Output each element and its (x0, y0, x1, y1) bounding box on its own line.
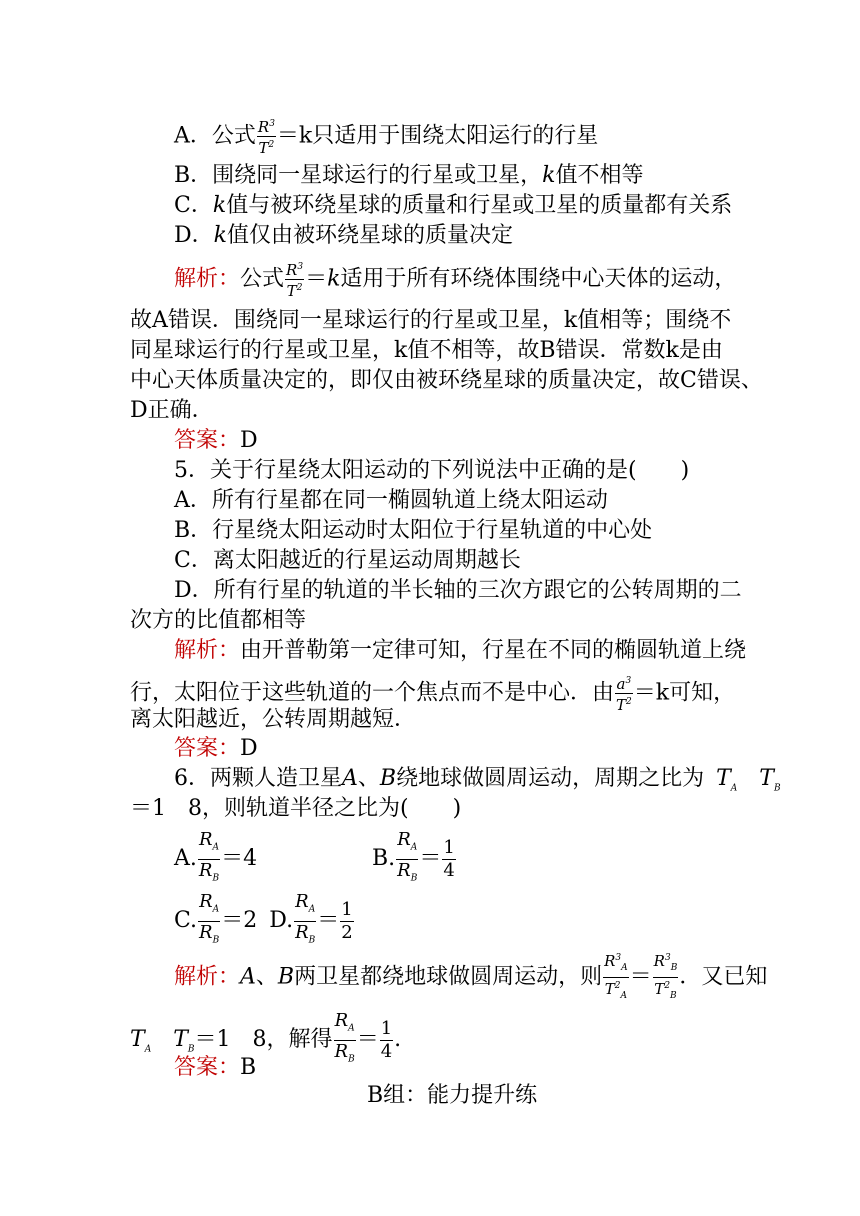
q6-option-c: C. $\frac{R_A}{R_B}$ ＝2 (174, 908, 257, 933)
q6-option-d: D. $\frac{R_A}{R_B}$ ＝ $\frac{1}{2}$ (269, 908, 355, 933)
q5-option-b: B．行星绕太阳运动时太阳位于行星轨道的中心处 (174, 518, 653, 543)
q4-option-d: D．k值仅由被环绕星球的质量决定 (174, 223, 513, 248)
q6-analysis-line-2: $T_A$ $T_B=1$ 8，解得 $\frac{R_A}{R_B}$ ＝ $\frac{1}{4}$ . (130, 1010, 401, 1070)
q6-answer: 答案：B (174, 1055, 257, 1080)
q6-stem-line-2: ＝1 8，则轨道半径之比为( ) (130, 796, 462, 821)
q6-analysis-line-1: 解析：A、B两卫星都绕地球做圆周运动，则 $\frac{R^3_A}{T^2_A}$ ＝ $\frac{R^3_B}{T^2_B}$ ．又已知 (174, 950, 767, 1005)
q5-answer: 答案：D (174, 736, 258, 761)
q5-option-d-line-2: 次方的比值都相等 (130, 608, 307, 633)
q4-analysis-line-4: 中心天体质量决定的，即仅由被环绕星球的质量决定，故C错误、 (130, 368, 763, 393)
fraction-r3-t2: $\frac{R^3}{T^2}$ (257, 118, 275, 157)
fraction-ra-rb: $\frac{R_A}{R_B}$ (397, 829, 418, 884)
fraction-one-half: $\frac{1}{2}$ (341, 898, 353, 943)
fraction-ra3-ta2: $\frac{R^3_A}{T^2_A}$ (604, 952, 628, 1001)
q4-option-a: A．公式 $\frac{R^3}{T^2}$ ＝k只适用于围绕太阳运行的行星 (174, 118, 599, 157)
q5-stem: 5．关于行星绕太阳运动的下列说法中正确的是( ) (174, 458, 690, 483)
q5-analysis-line-2: 行，太阳位于这些轨道的一个焦点而不是中心．由 $\frac{a^3}{T^2}$ ＝k可知， (130, 675, 736, 714)
q4-analysis-line-1: 解析：公式 $\frac{R^3}{T^2}$ ＝k适用于所有环绕体围绕中心天体的运动， (174, 261, 737, 300)
q4-option-b: B．围绕同一星球运行的行星或卫星，k值不相等 (174, 163, 644, 188)
fraction-a3-t2: $\frac{a^3}{T^2}$ (616, 675, 632, 714)
q5-analysis-line-3: 离太阳越近，公转周期越短． (130, 707, 417, 732)
fraction-ra-rb: $\frac{R_A}{R_B}$ (198, 829, 220, 884)
q6-option-c-and-d (174, 891, 355, 951)
q5-option-a: A．所有行星都在同一椭圆轨道上绕太阳运动 (174, 488, 608, 513)
q6-stem-line-1: 6．两颗人造卫星A、B绕地球做圆周运动，周期之比为 $T_A$ $T_B$ (174, 766, 781, 794)
q4-analysis-line-5: D正确． (130, 398, 214, 423)
q5-option-d-line-1: D．所有行星的轨道的半长轴的三次方跟它的公转周期的二 (174, 578, 742, 603)
fraction-ra-rb: $\frac{R_A}{R_B}$ (295, 891, 316, 946)
q4-analysis-line-2: 故A错误．围绕同一星球运行的行星或卫星，k值相等；围绕不 (130, 308, 732, 333)
fraction-rb3-tb2: $\frac{R^3_B}{T^2_B}$ (653, 952, 678, 1001)
q6-option-b: B. $\frac{R_A}{R_B}$ ＝ $\frac{1}{4}$ (372, 829, 457, 889)
fraction-r3-t2: $\frac{R^3}{T^2}$ (286, 261, 304, 300)
q4-analysis-line-3: 同星球运行的行星或卫星，k值不相等，故B错误．常数k是由 (130, 338, 723, 363)
fraction-one-quarter: $\frac{1}{4}$ (443, 836, 455, 881)
q5-option-c: C．离太阳越近的行星运动周期越长 (174, 548, 521, 573)
q5-analysis-line-1: 解析：由开普勒第一定律可知，行星在不同的椭圆轨道上绕 (174, 638, 747, 663)
section-heading: B组：能力提升练 (367, 1083, 538, 1108)
fraction-ra-rb: $\frac{R_A}{R_B}$ (334, 1010, 355, 1065)
q4-answer: 答案：D (174, 428, 258, 453)
fraction-ra-rb: $\frac{R_A}{R_B}$ (199, 891, 220, 946)
q4-option-c: C．k值与被环绕星球的质量和行星或卫星的质量都有关系 (174, 193, 733, 218)
q6-option-a: A. $\frac{R_A}{R_B}$ ＝4 (174, 829, 257, 889)
fraction-one-quarter: $\frac{1}{4}$ (380, 1017, 393, 1062)
